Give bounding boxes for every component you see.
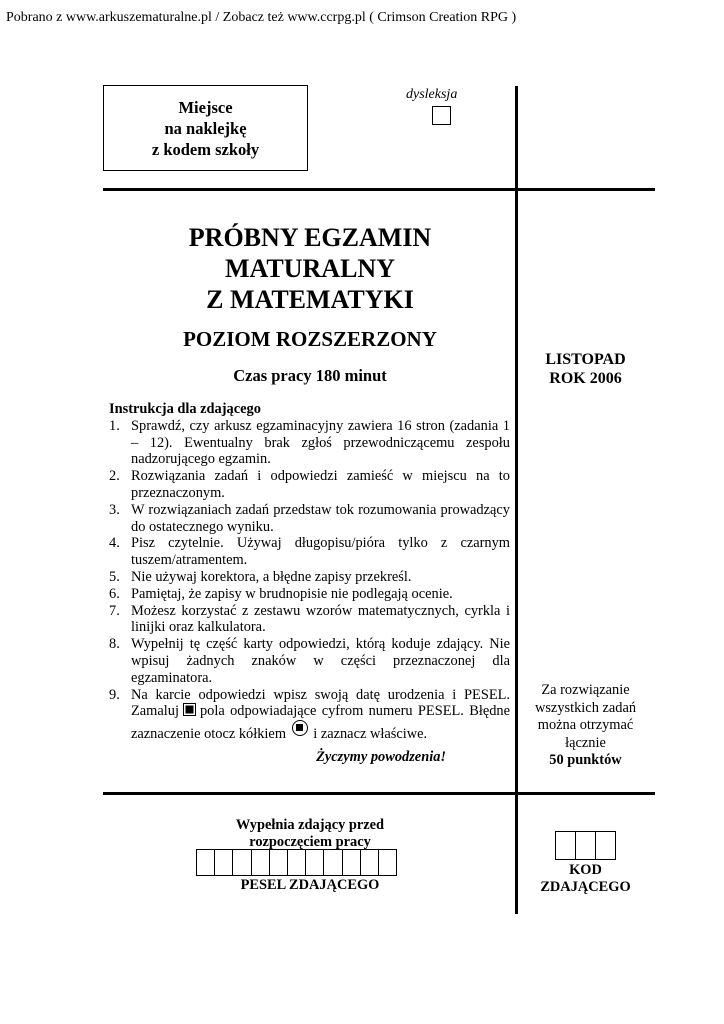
exam-date — [518, 350, 653, 388]
pesel-digit-box[interactable] — [251, 849, 270, 876]
pesel-input-boxes — [196, 849, 397, 876]
instructions-section — [109, 401, 510, 766]
pesel-digit-box[interactable] — [269, 849, 288, 876]
instruction-item: 4. Pisz czytelnie. Używaj długopisu/pióra tylko z czarnym tuszem/atramentem. — [109, 535, 510, 569]
points-line-1: Za rozwiązanie — [541, 682, 630, 698]
pesel-label: PESEL ZDAJĄCEGO — [240, 877, 380, 893]
kod-label — [518, 862, 653, 896]
instructions-title: Instrukcja dla zdającego — [109, 401, 261, 417]
points-info — [518, 682, 653, 770]
circled-square-icon — [292, 720, 308, 736]
exam-title — [130, 222, 490, 315]
exam-year: ROK 2006 — [549, 370, 622, 387]
instruction-item: 7. Możesz korzystać z zestawu wzorów matematycznych, cyrkla i linijki oraz kalkulatora. — [109, 602, 510, 636]
good-luck-text: Życzymy powodzenia! — [316, 748, 446, 765]
kod-digit-box[interactable] — [555, 831, 576, 860]
exam-title-line-2: MATURALNY — [225, 254, 395, 283]
pesel-digit-box[interactable] — [378, 849, 397, 876]
kod-digit-box[interactable] — [595, 831, 616, 860]
bottom-horizontal-divider — [103, 792, 655, 795]
filled-square-icon — [183, 703, 196, 716]
points-line-3: można otrzymać — [537, 717, 634, 733]
pesel-digit-box[interactable] — [214, 849, 233, 876]
pesel-digit-box[interactable] — [287, 849, 306, 876]
pesel-digit-box[interactable] — [196, 849, 215, 876]
dyslexia-label: dysleksja — [406, 87, 458, 102]
vertical-divider — [515, 86, 518, 914]
sticker-line-2: na naklejkę — [164, 118, 247, 138]
pesel-caption-line-2: rozpoczęciem pracy — [249, 834, 371, 850]
points-line-2: wszystkich zadań — [534, 699, 637, 716]
pesel-caption — [196, 817, 424, 851]
exam-level: POZIOM ROZSZERZONY — [183, 327, 437, 351]
kod-digit-box[interactable] — [575, 831, 596, 860]
exam-title-line-3: Z MATEMATYKI — [206, 285, 414, 314]
exam-title-line-1: PRÓBNY EGZAMIN — [188, 223, 432, 252]
source-header: Pobrano z www.arkuszematuralne.pl / Zobacz też www.ccrpg.pl ( Crimson Creation RPG ) — [6, 10, 517, 25]
instruction-item: 2. Rozwiązania zadań i odpowiedzi zamieść w miejscu na to przeznaczonym. — [109, 468, 510, 501]
instruction-item: 8. Wypełnij tę część karty odpowiedzi, którą koduje zdający. Nie wpisuj żadnych znaków w części przeznaczonej dla egzaminatora. — [109, 636, 510, 686]
kod-label-line-1: KOD — [569, 862, 602, 878]
pesel-digit-box[interactable] — [305, 849, 324, 876]
pesel-digit-box[interactable] — [323, 849, 342, 876]
kod-label-line-2: ZDAJĄCEGO — [540, 879, 631, 895]
exam-time: Czas pracy 180 minut — [233, 366, 387, 385]
top-horizontal-divider — [103, 188, 655, 191]
exam-month: LISTOPAD — [545, 351, 626, 368]
pesel-digit-box[interactable] — [232, 849, 251, 876]
pesel-digit-box[interactable] — [342, 849, 361, 876]
pesel-digit-box[interactable] — [360, 849, 379, 876]
points-total: 50 punktów — [549, 752, 622, 768]
school-sticker-box — [103, 85, 308, 171]
instruction-item: 1. Sprawdź, czy arkusz egzaminacyjny zawiera 16 stron (zadania 1 – 12). Ewentualny brak zgłoś przewodniczącemu zespołu nadzorującego egzamin. — [109, 417, 510, 468]
sticker-line-3: z kodem szkoły — [151, 139, 260, 159]
pesel-caption-line-1: Wypełnia zdający przed — [235, 817, 385, 833]
instruction-item: 6. Pamiętaj, że zapisy w brudnopisie nie podlegają ocenie. — [109, 585, 453, 602]
points-line-4: łącznie — [565, 734, 606, 751]
instruction-item: 5. Nie używaj korektora, a błędne zapisy przekreśl. — [109, 568, 412, 585]
instructions-list — [109, 418, 510, 743]
sticker-line-1: Miejsce — [178, 97, 233, 117]
instruction-item: 3. W rozwiązaniach zadań przedstaw tok rozumowania prowadzący do ostatecznego wyniku. — [109, 501, 510, 535]
instruction-item: 9. Na karcie odpowiedzi wpisz swoją datę urodzenia i PESEL. Zamaluj pola odpowiadające cyfrom numeru PESEL. Błędne zaznaczenie otocz kółkiem i zaznacz właściwe. — [109, 686, 510, 743]
dyslexia-checkbox[interactable] — [432, 106, 451, 125]
kod-input-boxes — [555, 831, 616, 860]
